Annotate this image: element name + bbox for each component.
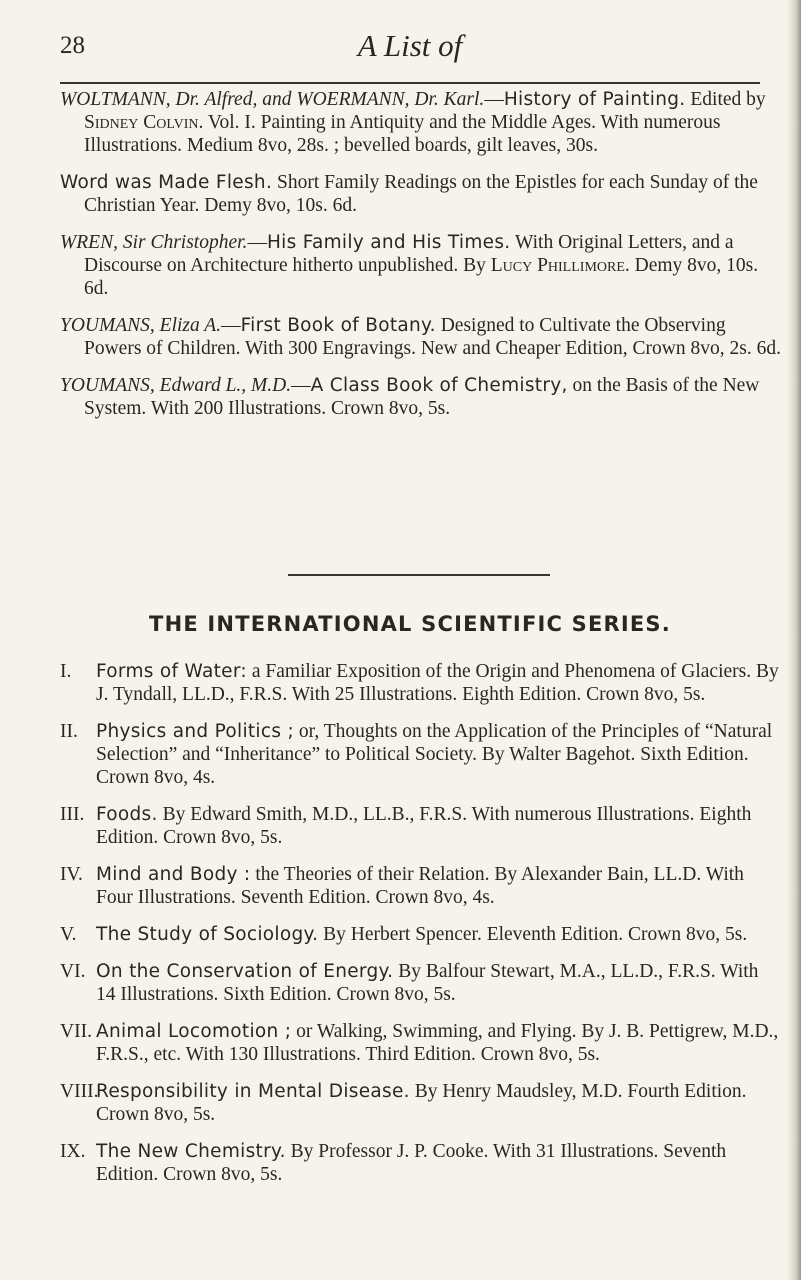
series-item [60, 863, 782, 909]
entry-text: With Original Letters, and a Discourse on Architecture hitherto unpublished. By [84, 232, 734, 276]
entry-title: First Book of Botany. [240, 315, 436, 336]
entry-separator: — [221, 315, 241, 336]
entry-separator: — [484, 89, 504, 110]
entry-text-2: . Demy 8vo, 10s. 6d. [84, 255, 759, 299]
series-item-text: a Familiar Exposition of the Origin and Phenomena of Glaciers. By J. Tyndall, LL.D., F.R.S. With 25 Illustrations. Eighth Edition. Crown 8vo, 5s. [96, 661, 779, 705]
catalogue-entry [60, 231, 782, 300]
series-item-title: Mind and Body : [96, 864, 251, 885]
section-divider [288, 574, 550, 576]
series-item-number: I. [60, 661, 72, 682]
series-item [60, 803, 782, 849]
series-item-number: IX. [60, 1141, 86, 1162]
entry-title: His Family and His Times. [266, 232, 511, 253]
series-item [60, 720, 782, 789]
series-item-text: By Edward Smith, M.D., LL.B., F.R.S. With numerous Illustrations. Eighth Edition. Crown 8vo, 5s. [96, 804, 752, 848]
series-item [60, 923, 782, 946]
entry-text: on the Basis of the New System. With 200 Illustrations. Crown 8vo, 5s. [84, 375, 760, 419]
catalogue-entries [60, 88, 782, 434]
page-number: 28 [60, 32, 85, 59]
entry-author: WREN, Sir Christopher. [60, 232, 248, 253]
entry-title: Word was Made Flesh. [60, 172, 273, 193]
series-item-title: Forms of Water: [96, 661, 247, 682]
entry-name: Sidney Colvin [84, 112, 199, 133]
series-item-text: By Professor J. P. Cooke. With 31 Illustrations. Seventh Edition. Crown 8vo, 5s. [96, 1141, 727, 1185]
series-item-title: Physics and Politics ; [96, 721, 294, 742]
entry-text-2: . Vol. I. Painting in Antiquity and the Middle Ages. With numerous Illustrations. Medium 8vo, 28s. ; bevelled boards, gilt leaves, 30s. [84, 112, 721, 156]
series-item-text: By Herbert Spencer. Eleventh Edition. Crown 8vo, 5s. [318, 924, 748, 945]
series-list [60, 660, 782, 1200]
series-item-text: or, Thoughts on the Application of the Principles of “Natural Selection” and “Inheritance” to Political Society. By Walter Bagehot. Sixth Edition. Crown 8vo, 4s. [96, 721, 773, 788]
series-item-title: Foods. [96, 804, 158, 825]
entry-title: History of Painting. [503, 89, 686, 110]
entry-separator: — [247, 232, 267, 253]
series-item [60, 660, 782, 706]
entry-author: WOLTMANN, Dr. Alfred, and WOERMANN, Dr. Karl. [60, 89, 485, 110]
series-item-title: The Study of Sociology. [96, 924, 319, 945]
header-rule [60, 82, 760, 84]
running-title: A List of [357, 28, 463, 63]
series-item-number: IV. [60, 864, 83, 885]
entry-author: YOUMANS, Edward L., M.D. [60, 375, 292, 396]
catalogue-entry [60, 171, 782, 217]
page-edge-shadow [787, 0, 801, 1280]
catalogue-entry [60, 374, 782, 420]
series-item-text: or Walking, Swimming, and Flying. By J. B. Pettigrew, M.D., F.R.S., etc. With 130 Illustrations. Third Edition. Crown 8vo, 5s. [96, 1021, 779, 1065]
series-item-title: Responsibility in Mental Disease. [96, 1081, 410, 1102]
catalogue-entry [60, 88, 782, 157]
entry-name: Lucy Phillimore [490, 255, 625, 276]
series-item-title: The New Chemistry. [96, 1141, 286, 1162]
series-item-number: V. [60, 924, 77, 945]
page-header [60, 28, 760, 72]
entry-text: Edited by [685, 89, 766, 110]
series-item-text: By Balfour Stewart, M.A., LL.D., F.R.S. With 14 Illustrations. Sixth Edition. Crown 8vo, 5s. [96, 961, 759, 1005]
series-item-text: By Henry Maudsley, M.D. Fourth Edition. Crown 8vo, 5s. [96, 1081, 747, 1125]
entry-author: YOUMANS, Eliza A. [60, 315, 222, 336]
series-item-title: On the Conservation of Energy. [96, 961, 394, 982]
series-item-text: the Theories of their Relation. By Alexander Bain, LL.D. With Four Illustrations. Seventh Edition. Crown 8vo, 4s. [96, 864, 744, 908]
series-item-number: VII. [60, 1021, 92, 1042]
series-item-number: III. [60, 804, 85, 825]
series-item-number: II. [60, 721, 78, 742]
series-item-number: VIII. [60, 1081, 99, 1102]
entry-separator: — [291, 375, 311, 396]
series-item-number: VI. [60, 961, 86, 982]
entry-text: Designed to Cultivate the Observing Powers of Children. With 300 Engravings. New and Cheaper Edition, Crown 8vo, 2s. 6d. [84, 315, 781, 359]
series-item [60, 1080, 782, 1126]
entry-text: Short Family Readings on the Epistles for each Sunday of the Christian Year. Demy 8vo, 10s. 6d. [84, 172, 758, 216]
series-item [60, 1020, 782, 1066]
series-item [60, 960, 782, 1006]
series-heading: THE INTERNATIONAL SCIENTIFIC SERIES. [149, 612, 671, 636]
series-item [60, 1140, 782, 1186]
catalogue-entry [60, 314, 782, 360]
series-item-title: Animal Locomotion ; [96, 1021, 292, 1042]
entry-title: A Class Book of Chemistry, [310, 375, 568, 396]
